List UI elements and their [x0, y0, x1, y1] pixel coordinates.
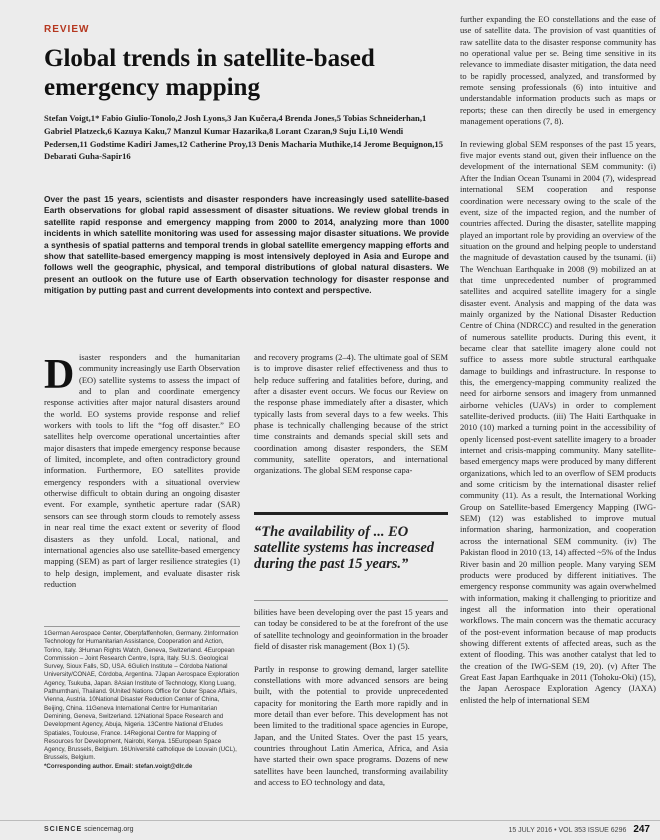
article-title: Global trends in satellite-based emergency mapping	[44, 45, 375, 101]
pull-quote-top-rule	[254, 512, 448, 515]
drop-cap	[44, 352, 75, 398]
journal-site: sciencemag.org	[84, 826, 134, 833]
body-column-2-continued: bilities have been developing over the past 15 years and can today be considered to be at the forefront of the use of satellite technology and geoinformation in the broader field of disaster risk management (Box 1) (5). Partly in response to growing demand, larger satellite constellations with more advanced sensors are being built, with the potential to provide unprecedented capacity for monitoring the Earth more rapidly and in more detail than ever before. This development has not been limited to the traditional space agencies in Europe, Japan, and the United States. Over the past 15 years, countries throughout Latin America, Africa, and Asia have started their own space programs. Dozens of new satellites have been launched, transforming availability and access to EO technology and data,	[254, 607, 448, 788]
footer-issue	[508, 824, 650, 835]
affiliations-block	[44, 630, 240, 771]
issue-info: 15 JULY 2016 • VOL 353 ISSUE 6296	[508, 827, 627, 834]
journal-name: SCIENCE	[44, 826, 83, 833]
author-list: Stefan Voigt,1* Fabio Giulio-Tonolo,2 Josh Lyons,3 Jan Kučera,4 Brenda Jones,5 Tobias Schneiderhan,1 Gabriel Platzeck,6 Kazuya Kaku,7 Manzul Kumar Hazarika,8 Lorant Czaran,9 Suju Li,10 Wendi Pedersen,11 Godstime Kadiri James,12 Catherine Proy,13 Denis Macharia Muthike,14 Jerome Bequignon,15 Debarati Guha-Sapir16	[44, 113, 444, 162]
pull-quote-bottom-rule	[254, 600, 448, 601]
page-number: 247	[633, 824, 650, 835]
affiliations-rule	[44, 626, 240, 627]
body-column-2: and recovery programs (2–4). The ultimate goal of SEM is to improve disaster relief effectiveness and thus to help reduce suffering and fatalities before, during, and after a disaster event occurs. We focus our Review on the response phase immediately after a disaster, which typically lasts from several days to a few weeks. This phase is technically challenging because of the strict time constraints and demands special skill sets and coordination among disaster responders, the SEM community, satellite operators, and international organizations. The global SEM response capa-	[254, 352, 448, 476]
abstract: Over the past 15 years, scientists and disaster responders have increasingly used satellite-based Earth observations for global rapid assessment of disaster situations. We review global trends in satellite rapid response and emergency mapping from 2000 to 2014, analyzing more than 1000 incidents in which satellite monitoring was used for assessing major disaster situations. We provide a synthesis of spatial patterns and temporal trends in global satellite emergency mapping efforts and show that satellite-based emergency mapping is most intensively deployed in Asia and Europe and follows well the geographic, physical, and temporal distributions of global natural disasters. We present an outlook on the future use of Earth observation technology for disaster response and mitigation by putting past and current developments into context and perspective.	[44, 194, 449, 296]
affiliations-text: 1German Aerospace Center, Oberpfaffenhofen, Germany. 2Information Technology for Humanitarian Assistance, Cooperation and Action, Torino, Italy. 3Human Rights Watch, Geneva, Switzerland. 4European Commission – Joint Research Centre, Ispra, Italy. 5U.S. Geological Survey, Sioux Falls, SD, USA. 6Gulich Institute – Córdoba National University/CONAE, Córdoba, Argentina. 7Japan Aerospace Exploration Agency, Tsukuba, Japan. 8Asian Institute of Technology, Klong Luang, Pathumthani, Thailand. 9United Nations Office for Outer Space Affairs, Vienna, Austria. 10National Disaster Reduction Center of China, Beijing, China. 11Geneva International Centre for Humanitarian Demining, Geneva, Switzerland. 12National Space Research and Development Agency, Abuja, Nigeria. 13Centre National d'Etudes Spatiales, Toulouse, France. 14Regional Centre for Mapping of Resources for Development, Nairobi, Kenya. 15European Space Agency, Brussels, Belgium. 16Université catholique de Louvain (UCL), Brussels, Belgium.	[44, 630, 240, 762]
body-text-col1: isaster responders and the humanitarian community increasingly use Earth Observation (EO) satellite systems to assess the impact of and to plan and coordinate emergency response activities after major natural disasters around the world. EO systems provide response and relief workers with tools to lift the “fog off disaster.” EO satellites help overcome operational uncertainties after major disasters that impede emergency response because of limited, incomplete, and often contradictory ground information. Furthermore, EO satellites provide emergency responders with a situational overview otherwise difficult to obtain during an ongoing disaster event. For example, synthetic aperture radar (SAR) sensors can see through storm clouds to remotely assess in near real time the exact extent or severity of flood disasters as they unfold. Local, national, and international agencies also use satellite-based emergency mapping (SEM) as part of larger resilience strategies (1) to help design, implement, and evaluate disaster risk reduction	[44, 352, 240, 589]
drop-cap-letter: D	[44, 352, 75, 398]
pull-quote: “The availability of ... EO satellite systems has increased during the past 15 years.”	[254, 524, 435, 572]
body-column-3: further expanding the EO constellations and the ease of use of satellite data. The provision of vast quantities of raw satellite data to the disaster response community has no operational value per se. Being time sensitive in its relevance to immediate disaster mitigation, the data need to be rapidly processed, analyzed, and transformed by remote sensing professionals (6) into intuitive and understandable information products such as maps or reports; these can then directly be used in emergency management operations (7, 8). In reviewing global SEM responses of the past 15 years, five major events stand out, given their influence on the development of the international SEM community: (i) After the Indian Ocean Tsunami in 2004 (7), widespread international SEM cooperation and response coordination were necessary owing to the scale of the event, size of the impacted region, and the number of countries affected. During the disaster, satellite mapping played an important role by providing an overview of the situation on the ground and helping people to understand the magnitude of devastation caused by the tsunami. (ii) The Wenchuan Earthquake in 2008 (9) mobilized an at that time unprecedented number of programmed satellites and acquired satellite imagery for a single disaster event. Analysis and mapping of the data was mainly organized by the National Disaster Reduction Centre of China (NDRCC) and resulted in the generation of numerous satellite products. During this event, it became clear that satellite imagery alone could not suffice to assess more subtle structural earthquake damage to buildings and infrastructure. In response to this, the emergency-mapping community realized the need for airborne sensors and imagery from unmanned airborne vehicles (UAVs) in order to complement satellite-derived products. (iii) The Haiti Earthquake in 2010 (10) marked a turning point in the accessibility of openly licensed post-event satellite imagery to a broader internet and crisis-mapping community. Many satellite-based emergency maps were produced by many different organizations, which led to an overflow of SEM products and some criticism by the international disaster relief community (11). As a result, the International Working Group on Satellite-based Emergency Mapping (IWG-SEM) (12) was established to improve mutual information sharing, harmonization, and cooperation across the international SEM community. (iv) The Pakistan flood in 2010 (13, 14) affected ~5% of the Indus River basin and 20 million people. Many varying SEM products were produced by different initiatives. The emergency response community was again overwhelmed with information, making it challenging to prioritize and ingest all the information into their operational workflows. The main concern was the thematic accuracy of the post-event information because of map products showing different extents of affected areas, such as the extent of flooding. This was another catalyst that led to the creation of the IWG-SEM (19, 20). (v) After The Great East Japan Earthquake in 2011 (Tohoku-Oki) (15), the Japan Aerospace Exploration Agency (JAXA) enlisted the help of international SEM	[460, 14, 656, 705]
section-label: REVIEW	[44, 24, 90, 35]
corresponding-author: *Corresponding author. Email: stefan.voigt@dlr.de	[44, 762, 193, 770]
footer-journal	[44, 826, 134, 833]
body-column-1	[44, 352, 240, 590]
footer-rule	[0, 820, 660, 821]
